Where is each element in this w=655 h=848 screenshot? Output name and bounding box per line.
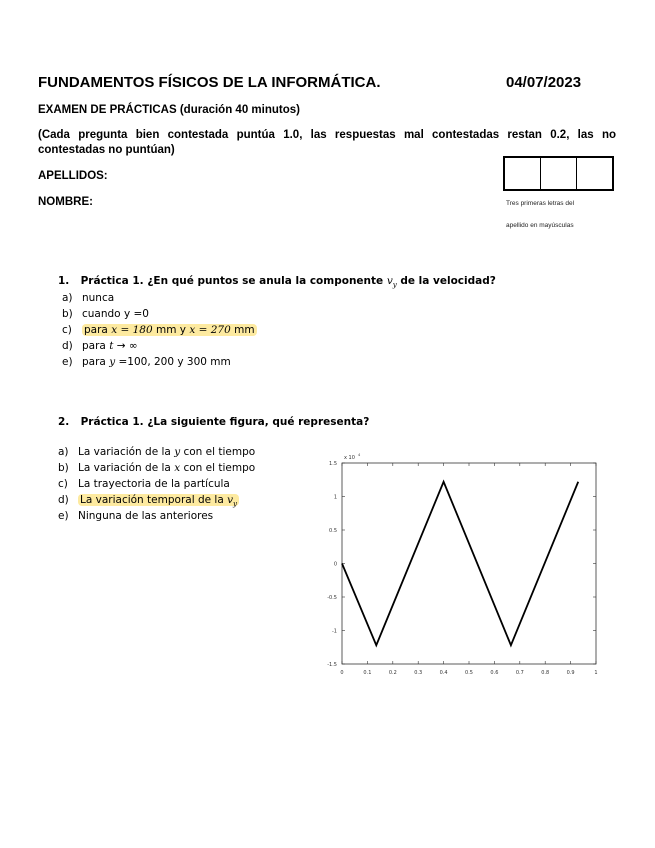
question-2-text: Práctica 1. ¿La siguiente figura, qué representa? [80, 416, 370, 428]
y-tick-label: 0 [333, 561, 337, 568]
x-tick-label: 0.8 [541, 670, 550, 676]
q1-option-d[interactable]: d) para t → ∞ [62, 340, 138, 352]
q2-option-e[interactable]: e) Ninguna de las anteriores [58, 510, 214, 522]
x-tick-label: 0.7 [515, 670, 524, 676]
y-tick-label: -1.5 [327, 662, 337, 668]
x-tick-label: 0.3 [414, 670, 423, 676]
x-tick-label: 0.5 [465, 670, 473, 676]
q1-option-a[interactable]: a) nunca [62, 292, 115, 304]
exponent-label: x 10 [344, 455, 355, 461]
x-tick-label: 0.1 [363, 670, 372, 676]
x-tick-label: 0.2 [388, 670, 397, 676]
x-tick-label: 0.9 [566, 670, 575, 676]
q2-option-d[interactable]: d) La variación temporal de la $v_y$ [58, 494, 238, 509]
question-2-number: 2. [58, 416, 70, 428]
scoring-notice: (Cada pregunta bien contestada puntúa 1.0, las respuestas mal contestadas restan 0.2, las no contestadas no puntúan) [38, 129, 616, 156]
x-tick-label: 1 [594, 670, 598, 676]
question-1-text-before: Práctica 1. ¿En qué puntos se anula la componente [80, 275, 387, 287]
exam-title: FUNDAMENTOS FÍSICOS DE LA INFORMÁTICA. [38, 74, 381, 91]
question-1-symbol: v [386, 275, 393, 287]
y-tick-label: 0.5 [329, 528, 337, 534]
apellidos-label: APELLIDOS: [38, 170, 108, 182]
x-tick-label: 0 [340, 670, 344, 676]
exam-subtitle: EXAMEN DE PRÁCTICAS (duración 40 minutos) [38, 104, 300, 116]
y-tick-label: -0.5 [327, 595, 337, 601]
q1-option-e[interactable]: e) para y =100, 200 y 300 mm [62, 356, 231, 368]
nombre-label: NOMBRE: [38, 196, 93, 208]
q1-option-c[interactable]: c) para x = 180 mm y x = 270 mm [62, 324, 255, 336]
question-1-number: 1. [58, 275, 70, 287]
exam-date: 04/07/2023 [506, 74, 582, 91]
exponent-power: 4 [358, 453, 361, 457]
q1-option-b[interactable]: b) cuando y =0 [62, 308, 149, 320]
x-tick-label: 0.4 [439, 670, 448, 676]
y-tick-label: 1.5 [329, 461, 337, 467]
q2-option-b[interactable]: b) La variación de la x con el tiempo [58, 462, 256, 474]
box-note-line1: Tres primeras letras del [506, 200, 575, 207]
question-1-text-after: de la velocidad? [400, 275, 496, 287]
question-1-subscript: y [392, 281, 397, 290]
highlighted-answer-2: La variación temporal de la $v_y$ [80, 494, 238, 509]
box-note-line2: apellido en mayúsculas [506, 222, 574, 229]
y-tick-label: -1 [332, 628, 337, 635]
series-line-curve [342, 482, 578, 645]
y-tick-label: 1 [333, 494, 337, 501]
x-tick-label: 0.6 [490, 670, 499, 676]
highlighted-answer: para x = 180 mm y x = 270 mm [84, 324, 255, 336]
q2-option-a[interactable]: a) La variación de la y con el tiempo [58, 446, 256, 458]
q2-option-c[interactable]: c) La trayectoria de la partícula [58, 478, 230, 490]
